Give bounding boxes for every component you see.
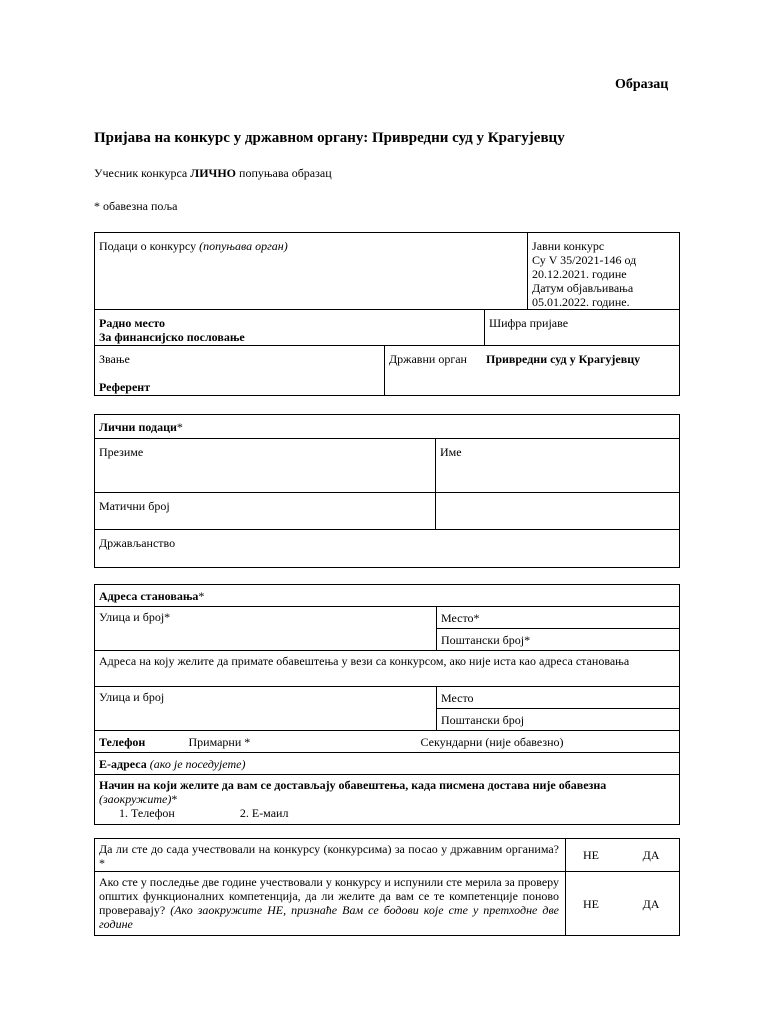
phone-primary-field[interactable] <box>185 731 381 753</box>
alt-street-label: Улица и број <box>99 690 165 704</box>
alt-place-field[interactable] <box>437 687 680 709</box>
citizenship-field[interactable] <box>95 530 680 568</box>
question-competency-recheck-text: Ако сте у последње две године учествовали у конкурсу и испунили сте мерила за проверу општих функционалних компетенција, да ли желите да вам се те компетенције поново проверавају? <box>99 875 559 917</box>
delivery-method-note-line <box>99 792 675 806</box>
public-competition-line: Су V 35/2021-146 од <box>532 253 637 267</box>
surname-field[interactable] <box>95 439 436 493</box>
question-prior-competitions <box>95 839 566 872</box>
required-note: * обавезна поља <box>94 199 178 213</box>
application-code-cell[interactable] <box>485 310 680 346</box>
id-number-field[interactable] <box>95 493 436 530</box>
instruction-pre: Учесник конкурса <box>94 166 191 180</box>
public-competition-cell <box>528 233 680 310</box>
questions-table <box>94 838 680 936</box>
instruction-post: попуњава образац <box>236 166 332 180</box>
postal-label: Поштански број* <box>441 632 531 647</box>
email-label: Е-адреса <box>99 756 147 771</box>
question-prior-competitions-text: Да ли сте до сада учествовали на конкурсу (конкурсима) за посао у државним органима? * <box>99 842 559 870</box>
phone-primary-label: Примарни * <box>188 734 251 749</box>
address-heading: Адреса становања <box>99 588 199 603</box>
place-field[interactable] <box>437 607 680 629</box>
competition-data-label: Подаци о конкурсу <box>99 239 197 253</box>
citizenship-label: Држављанство <box>99 536 176 550</box>
street-label: Улица и број* <box>99 610 171 624</box>
question-competency-recheck-note: (Ако заокружите НЕ, признаће Вам се бодови које сте у претходне две године <box>99 903 560 931</box>
address-heading-star: * <box>198 588 205 603</box>
delivery-method-star: * <box>171 792 178 806</box>
page-title: Пријава на конкурс у државном органу: Привредни суд у Крагујевцу <box>94 130 565 146</box>
alt-place-label: Место <box>441 690 474 705</box>
rank-label: Звање <box>99 352 130 366</box>
alt-address-note: Адреса на коју желите да примате обавештења у вези са конкурсом, ако није иста као адреса становања <box>99 654 630 668</box>
address-table <box>94 584 680 825</box>
public-competition-line: Датум објављивања <box>532 281 634 295</box>
postal-field[interactable] <box>437 629 680 651</box>
email-field[interactable] <box>95 753 680 775</box>
public-competition-line: 05.01.2022. године. <box>532 295 630 309</box>
form-label: Образац <box>615 77 669 92</box>
delivery-option-phone[interactable]: 1. Телефон <box>119 806 175 820</box>
authority-label: Државни орган <box>389 352 467 366</box>
answer-prior-competitions <box>566 839 680 872</box>
position-cell <box>95 310 485 346</box>
place-label: Место* <box>441 610 480 625</box>
authority-cell <box>385 346 680 396</box>
instruction-bold: ЛИЧНО <box>190 166 237 180</box>
answer-no-1[interactable]: НЕ <box>583 848 599 862</box>
answer-no-2[interactable]: НЕ <box>583 896 599 911</box>
phone-label-cell <box>95 731 185 753</box>
name-label: Име <box>440 445 462 459</box>
answer-competency-recheck <box>566 872 680 936</box>
public-competition-line: Јавни конкурс <box>532 239 605 253</box>
personal-data-table <box>94 414 680 568</box>
question-competency-recheck <box>95 872 566 936</box>
personal-heading: Лични подаци <box>99 419 177 434</box>
name-field[interactable] <box>436 439 680 493</box>
application-code-label: Шифра пријаве <box>489 316 569 330</box>
rank-cell <box>95 346 385 396</box>
position-label: Радно место <box>99 316 166 330</box>
personal-heading-star: * <box>176 419 183 434</box>
delivery-method-cell <box>95 775 680 825</box>
delivery-options <box>99 806 675 820</box>
competition-data-note: (попуњава орган) <box>199 239 288 253</box>
alt-address-note-cell <box>95 651 680 687</box>
position-value: За финансијско пословање <box>99 330 245 344</box>
public-competition-line: 20.12.2021. године <box>532 267 627 281</box>
answer-yes-1[interactable]: ДА <box>642 848 660 862</box>
id-number-label: Матични број <box>99 499 170 513</box>
delivery-method-note: (заокружите) <box>99 792 172 806</box>
authority-value: Привредни суд у Крагујевцу <box>485 352 641 366</box>
delivery-option-email[interactable]: 2. Е-маил <box>239 806 289 820</box>
delivery-method-label: Начин на који желите да вам се достављају обавештења, када писмена достава није обавезна <box>99 778 607 792</box>
alt-postal-label: Поштански број <box>441 712 525 727</box>
phone-secondary-field[interactable] <box>381 731 680 753</box>
surname-label: Презиме <box>99 445 144 459</box>
id-number-value[interactable] <box>436 493 680 530</box>
personal-heading-cell <box>95 415 680 439</box>
alt-postal-field[interactable] <box>437 709 680 731</box>
phone-secondary-label: Секундарни (није обавезно) <box>420 734 564 749</box>
competition-data-cell <box>95 233 528 310</box>
rank-value: Референт <box>99 380 151 394</box>
phone-label: Телефон <box>99 734 146 749</box>
street-field[interactable] <box>95 607 437 651</box>
instruction-text <box>94 166 332 180</box>
alt-street-field[interactable] <box>95 687 437 731</box>
address-heading-cell <box>95 585 680 607</box>
answer-yes-2[interactable]: ДА <box>642 896 660 911</box>
email-note: (ако је поседујете) <box>149 756 246 771</box>
competition-table <box>94 232 680 396</box>
